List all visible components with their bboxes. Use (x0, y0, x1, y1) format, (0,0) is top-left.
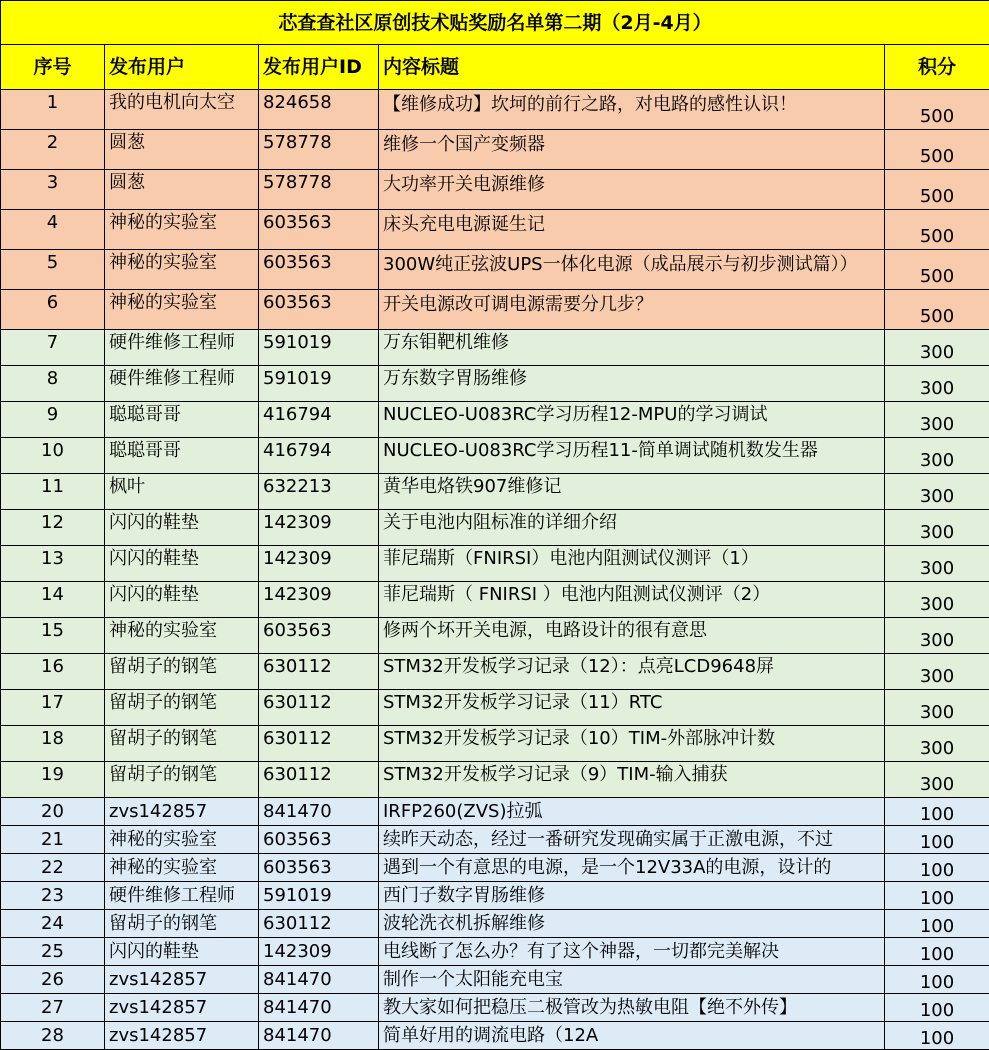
cell-uid: 841470 (259, 966, 379, 994)
table-row (1, 90, 989, 130)
cell-num: 18 (1, 726, 105, 762)
cell-points: 300 (885, 582, 989, 618)
cell-uid: 416794 (259, 402, 379, 438)
cell-points: 300 (885, 330, 989, 366)
cell-uid: 142309 (259, 546, 379, 582)
cell-num: 28 (1, 1022, 105, 1050)
cell-user: 神秘的实验室 (105, 250, 259, 290)
cell-user: 闪闪的鞋垫 (105, 938, 259, 966)
cell-user: 闪闪的鞋垫 (105, 582, 259, 618)
cell-user: 闪闪的鞋垫 (105, 546, 259, 582)
table-row (1, 474, 989, 510)
cell-title (379, 210, 885, 250)
cell-num: 1 (1, 90, 105, 130)
sheet-title: 芯查查社区原创技术贴奖励名单第二期（2月-4月） (1, 1, 989, 45)
cell-points: 100 (885, 882, 989, 910)
cell-title-text: 【维修成功】坎坷的前行之路，对电路的感性认识！ (383, 93, 884, 127)
cell-uid: 142309 (259, 938, 379, 966)
table-row (1, 582, 989, 618)
cell-user: 闪闪的鞋垫 (105, 510, 259, 546)
cell-title: 续昨天动态，经过一番研究发现确实属于正激电源，不过 (379, 826, 885, 854)
cell-title: STM32开发板学习记录（12）：点亮LCD9648屏 (379, 654, 885, 690)
cell-num: 22 (1, 854, 105, 882)
cell-uid: 603563 (259, 618, 379, 654)
table-row (1, 1022, 989, 1050)
cell-uid: 578778 (259, 170, 379, 210)
cell-uid: 142309 (259, 582, 379, 618)
cell-num: 12 (1, 510, 105, 546)
cell-points: 300 (885, 690, 989, 726)
cell-user: zvs142857 (105, 966, 259, 994)
cell-num: 9 (1, 402, 105, 438)
cell-uid: 630112 (259, 690, 379, 726)
cell-user: 硬件维修工程师 (105, 330, 259, 366)
table-row (1, 250, 989, 290)
cell-points: 100 (885, 798, 989, 826)
cell-points: 300 (885, 510, 989, 546)
cell-title: 制作一个太阳能充电宝 (379, 966, 885, 994)
cell-points: 100 (885, 994, 989, 1022)
header-row (1, 45, 989, 90)
cell-uid: 603563 (259, 854, 379, 882)
cell-user: 神秘的实验室 (105, 618, 259, 654)
cell-points: 100 (885, 1022, 989, 1050)
cell-title-text: 300W纯正弦波UPS一体化电源（成品展示与初步测试篇）） (383, 253, 884, 287)
cell-points: 100 (885, 966, 989, 994)
cell-title-text: 开关电源改可调电源需要分几步？ (383, 293, 884, 327)
cell-uid: 603563 (259, 210, 379, 250)
cell-user: 留胡子的钢笔 (105, 690, 259, 726)
cell-points: 300 (885, 726, 989, 762)
cell-title: 菲尼瑞斯（ FNIRSI ）电池内阻测试仪测评（2） (379, 582, 885, 618)
cell-points: 500 (885, 210, 989, 250)
cell-points: 300 (885, 474, 989, 510)
cell-num: 19 (1, 762, 105, 798)
cell-user: 留胡子的钢笔 (105, 654, 259, 690)
cell-num: 27 (1, 994, 105, 1022)
cell-points: 300 (885, 438, 989, 474)
cell-title: 西门子数字胃肠维修 (379, 882, 885, 910)
cell-title: IRFP260(ZVS)拉弧 (379, 798, 885, 826)
cell-uid: 416794 (259, 438, 379, 474)
cell-points: 300 (885, 618, 989, 654)
table-row (1, 882, 989, 910)
cell-user: 圆葱 (105, 170, 259, 210)
table-row (1, 826, 989, 854)
cell-user: zvs142857 (105, 1022, 259, 1050)
cell-points: 500 (885, 170, 989, 210)
cell-uid: 603563 (259, 250, 379, 290)
cell-title: NUCLEO-U083RC学习历程11-简单调试随机数发生器 (379, 438, 885, 474)
cell-points: 500 (885, 290, 989, 330)
cell-uid: 841470 (259, 1022, 379, 1050)
cell-title (379, 250, 885, 290)
cell-title: 万东钼靶机维修 (379, 330, 885, 366)
cell-uid: 824658 (259, 90, 379, 130)
cell-title (379, 90, 885, 130)
cell-title: NUCLEO-U083RC学习历程12-MPU的学习调试 (379, 402, 885, 438)
cell-num: 4 (1, 210, 105, 250)
table-row (1, 726, 989, 762)
cell-title: 菲尼瑞斯（FNIRSI）电池内阻测试仪测评（1） (379, 546, 885, 582)
cell-points: 300 (885, 402, 989, 438)
cell-points: 300 (885, 546, 989, 582)
cell-user: 圆葱 (105, 130, 259, 170)
cell-points: 500 (885, 130, 989, 170)
cell-title: 黄华电烙铁907维修记 (379, 474, 885, 510)
cell-uid: 578778 (259, 130, 379, 170)
cell-num: 10 (1, 438, 105, 474)
cell-num: 2 (1, 130, 105, 170)
cell-uid: 630112 (259, 910, 379, 938)
table-row (1, 690, 989, 726)
cell-title: STM32开发板学习记录（11）RTC (379, 690, 885, 726)
cell-uid: 630112 (259, 762, 379, 798)
table-row (1, 654, 989, 690)
cell-num: 14 (1, 582, 105, 618)
cell-user: 留胡子的钢笔 (105, 726, 259, 762)
cell-num: 11 (1, 474, 105, 510)
cell-num: 21 (1, 826, 105, 854)
cell-uid: 630112 (259, 726, 379, 762)
title-row (1, 1, 989, 45)
cell-num: 25 (1, 938, 105, 966)
cell-num: 15 (1, 618, 105, 654)
cell-points: 300 (885, 654, 989, 690)
cell-user: 硬件维修工程师 (105, 882, 259, 910)
header-uid: 发布用户ID (259, 45, 379, 90)
cell-num: 8 (1, 366, 105, 402)
table-row (1, 130, 989, 170)
cell-num: 23 (1, 882, 105, 910)
cell-uid: 591019 (259, 330, 379, 366)
cell-user: 留胡子的钢笔 (105, 910, 259, 938)
cell-uid: 841470 (259, 798, 379, 826)
cell-num: 3 (1, 170, 105, 210)
cell-uid: 142309 (259, 510, 379, 546)
table-row (1, 938, 989, 966)
cell-points: 100 (885, 854, 989, 882)
cell-num: 26 (1, 966, 105, 994)
cell-uid: 603563 (259, 290, 379, 330)
table-row (1, 966, 989, 994)
cell-points: 300 (885, 762, 989, 798)
cell-points: 500 (885, 250, 989, 290)
cell-uid: 841470 (259, 994, 379, 1022)
header-num: 序号 (1, 45, 105, 90)
cell-user: 我的电机向太空 (105, 90, 259, 130)
cell-title: STM32开发板学习记录（9）TIM-输入捕获 (379, 762, 885, 798)
cell-points: 300 (885, 366, 989, 402)
table-row (1, 438, 989, 474)
cell-user: 枫叶 (105, 474, 259, 510)
cell-title: 简单好用的调流电路（12A (379, 1022, 885, 1050)
cell-user: zvs142857 (105, 798, 259, 826)
cell-points: 500 (885, 90, 989, 130)
cell-title (379, 130, 885, 170)
cell-uid: 591019 (259, 366, 379, 402)
cell-user: 神秘的实验室 (105, 290, 259, 330)
cell-user: 留胡子的钢笔 (105, 762, 259, 798)
cell-num: 20 (1, 798, 105, 826)
table-row (1, 910, 989, 938)
cell-title: 关于电池内阻标准的详细介绍 (379, 510, 885, 546)
cell-uid: 603563 (259, 826, 379, 854)
cell-title (379, 290, 885, 330)
table-row (1, 210, 989, 250)
cell-user: 聪聪哥哥 (105, 438, 259, 474)
cell-title-text: 大功率开关电源维修 (383, 173, 884, 207)
cell-points: 100 (885, 826, 989, 854)
cell-num: 5 (1, 250, 105, 290)
table-row (1, 366, 989, 402)
cell-user: 硬件维修工程师 (105, 366, 259, 402)
header-points: 积分 (885, 45, 989, 90)
table-row (1, 170, 989, 210)
cell-title: 电线断了怎么办？有了这个神器，一切都完美解决 (379, 938, 885, 966)
table-row (1, 290, 989, 330)
cell-title: 波轮洗衣机拆解维修 (379, 910, 885, 938)
cell-points: 100 (885, 910, 989, 938)
cell-title-text: 床头充电电源诞生记 (383, 213, 884, 247)
cell-num: 16 (1, 654, 105, 690)
cell-num: 13 (1, 546, 105, 582)
cell-title: STM32开发板学习记录（10）TIM-外部脉冲计数 (379, 726, 885, 762)
cell-title-text: 维修一个国产变频器 (383, 133, 884, 167)
cell-num: 6 (1, 290, 105, 330)
table-row (1, 994, 989, 1022)
cell-user: 神秘的实验室 (105, 210, 259, 250)
table-row (1, 854, 989, 882)
cell-uid: 630112 (259, 654, 379, 690)
table-row (1, 510, 989, 546)
cell-num: 24 (1, 910, 105, 938)
cell-uid: 591019 (259, 882, 379, 910)
table-row (1, 618, 989, 654)
cell-title: 修两个坏开关电源，电路设计的很有意思 (379, 618, 885, 654)
cell-title: 教大家如何把稳压二极管改为热敏电阻【绝不外传】 (379, 994, 885, 1022)
header-user: 发布用户 (105, 45, 259, 90)
table-row (1, 330, 989, 366)
cell-title (379, 170, 885, 210)
cell-title: 万东数字胃肠维修 (379, 366, 885, 402)
cell-points: 100 (885, 938, 989, 966)
cell-title: 遇到一个有意思的电源，是一个12V33A的电源，设计的 (379, 854, 885, 882)
header-title: 内容标题 (379, 45, 885, 90)
table-row (1, 546, 989, 582)
cell-num: 7 (1, 330, 105, 366)
table-row (1, 798, 989, 826)
table-row (1, 762, 989, 798)
cell-user: 神秘的实验室 (105, 826, 259, 854)
cell-uid: 632213 (259, 474, 379, 510)
table-row (1, 402, 989, 438)
cell-user: zvs142857 (105, 994, 259, 1022)
cell-user: 聪聪哥哥 (105, 402, 259, 438)
cell-num: 17 (1, 690, 105, 726)
cell-user: 神秘的实验室 (105, 854, 259, 882)
